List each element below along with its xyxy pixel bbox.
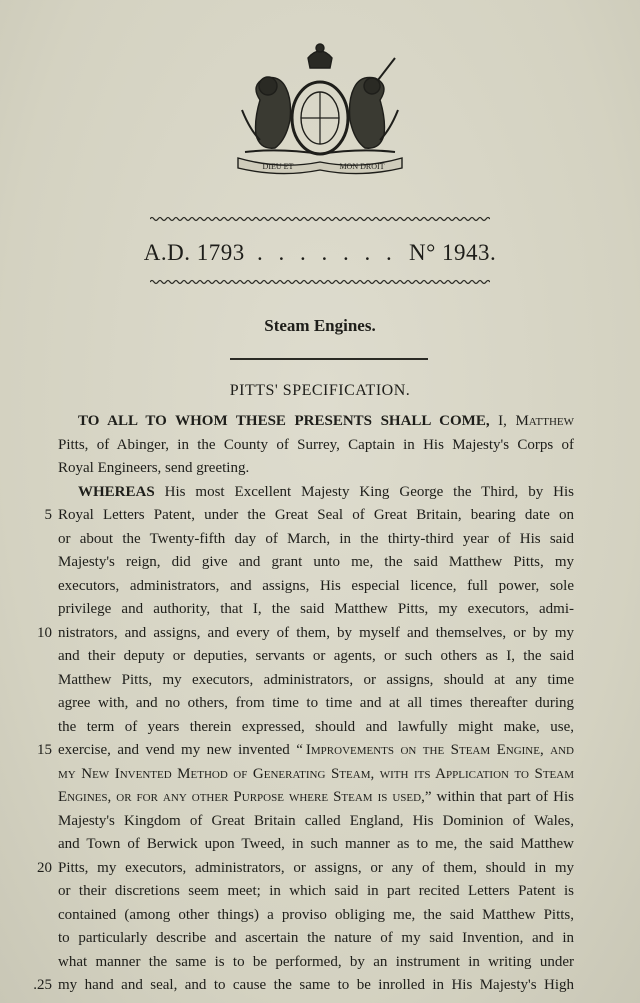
text-line-5: Royal Letters Patent, under the Great Seal of Great Britain, bearing date on (58, 507, 574, 523)
text-line-11: and their deputy or deputies, servants or agents, or such others as I, the said (58, 648, 574, 664)
specification-title: PITTS' SPECIFICATION. (229, 382, 411, 399)
whereas: WHEREAS (78, 484, 155, 500)
line-number-25: .25 (33, 977, 52, 993)
text-line-10: nistrators, and assigns, and every of them, by myself and themselves, or by my (58, 625, 574, 641)
divider (230, 358, 428, 360)
text-line-20: Pitts, my executors, administrators, or assigns, or any of them, should in my (58, 860, 574, 876)
invention-title-part-3: Engines, or for any other Purpose where Steam is used, (58, 789, 425, 805)
text-line-18: Majesty's Kingdom of Great Britain called England, His Dominion of Wales, (58, 813, 574, 829)
patent-number: N° 1943. (408, 240, 497, 265)
text-line-9: privilege and authority, that I, the said Matthew Pitts, my executors, admi- (58, 601, 574, 617)
text-line-22: contained (among other things) a proviso obliging me, the said Matthew Pitts, (58, 907, 574, 923)
ornamental-rule-top (150, 215, 490, 223)
ornamental-rule-bottom (150, 278, 490, 286)
name-matthew: Matthew (515, 413, 574, 429)
ad-year: A.D. 1793 (143, 240, 245, 265)
text-line-25: my hand and seal, and to cause the same to be inrolled in His Majesty's High (58, 977, 574, 993)
text-line-16: my New Invented Method of Generating Steam, with its Application to Steam (58, 766, 574, 782)
line-number-5: 5 (44, 507, 52, 523)
text-line-2: Pitts, of Abinger, in the County of Surrey, Captain in His Majesty's Corps of (58, 437, 574, 453)
text-line-3: Royal Engineers, send greeting. (58, 460, 250, 476)
text-line-13: agree with, and no others, from time to time and at all times thereafter during (58, 695, 574, 711)
motto-left: DIEU ET (262, 162, 294, 171)
text-line-15: exercise, and vend my new invented “ Improvements on the Steam Engine, and (58, 742, 575, 758)
subject-heading: Steam Engines. (264, 316, 376, 335)
text-line-1: TO ALL TO WHOM THESE PRESENTS SHALL COME, I, Matthew (78, 413, 574, 429)
text-line-6: or about the Twenty-fifth day of March, in the thirty-third year of His said (58, 531, 574, 547)
text-line-8: executors, administrators, and assigns, His especial licence, full power, sole (58, 578, 574, 594)
text-line-7: Majesty's reign, did give and grant unto me, the said Matthew Pitts, my (58, 554, 574, 570)
invention-title-part-1: Improvements on the Steam Engine, and (305, 742, 575, 758)
text-line-21: or their discretions seem meet; in which said in part recited Letters Patent is (58, 883, 574, 899)
text-line-24: what manner the same is to be performed, by an instrument in writing under (58, 954, 574, 970)
patent-date-number (0, 240, 640, 266)
line-number-10: 10 (37, 625, 52, 641)
line-number-15: 15 (37, 742, 52, 758)
text-line-17: Engines, or for any other Purpose where Steam is used,” within that part of His (58, 789, 574, 805)
leader-dots: . . . . . . . (256, 240, 397, 265)
opening-phrase: TO ALL TO WHOM THESE PRESENTS SHALL COME, (78, 413, 490, 429)
text-line-4: WHEREAS His most Excellent Majesty King George the Third, by His (78, 484, 574, 500)
line-number-20: 20 (37, 860, 52, 876)
text-line-23: to particularly describe and ascertain the nature of my said Invention, and in (58, 930, 574, 946)
royal-coat-of-arms-icon (220, 40, 420, 175)
text-line-19: and Town of Berwick upon Tweed, in such manner as to me, the said Matthew (58, 836, 574, 852)
motto-right: MON DROIT (339, 162, 385, 171)
text-line-14: the term of years therein expressed, should and lawfully might make, use, (58, 719, 574, 735)
text-line-12: Matthew Pitts, my executors, administrators, or assigns, should at any time (58, 672, 574, 688)
